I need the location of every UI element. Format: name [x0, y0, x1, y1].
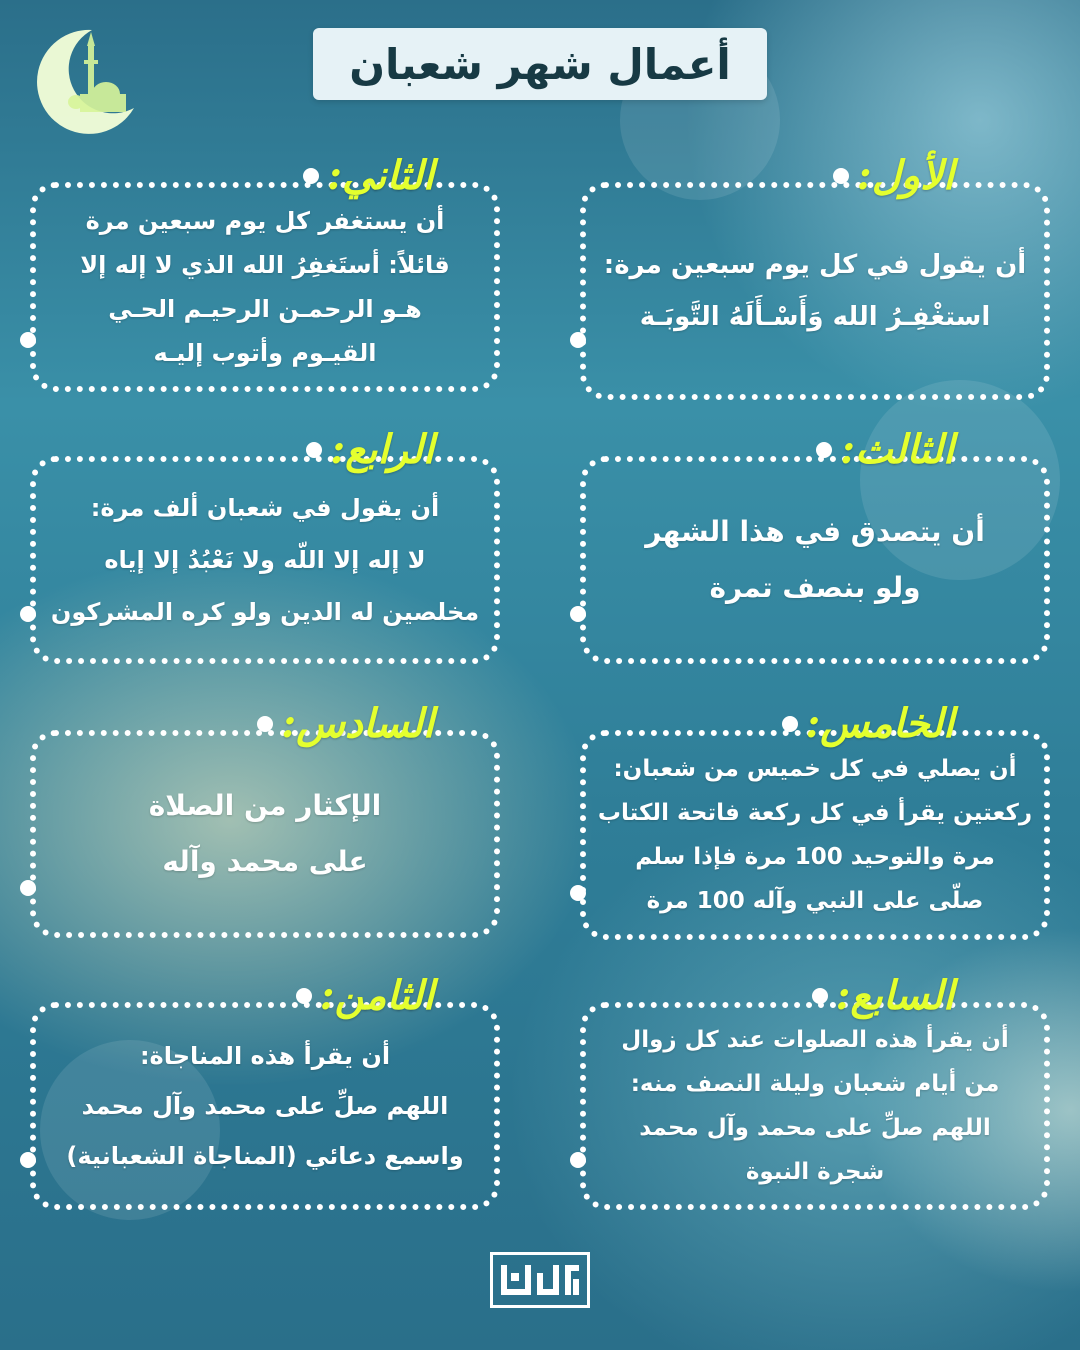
heading-label: السابع: [835, 972, 954, 1019]
card-line: استغْفِـرُ الله وَأَسْـأَلَهُ التَّوبَـة [639, 302, 991, 332]
bullet-dot [570, 885, 586, 901]
card-third [580, 426, 1050, 664]
card-line: أن يقول في شعبان ألف مرة: [90, 494, 440, 522]
heading-label: الرابع: [330, 426, 434, 473]
card-line: على محمد وآله [162, 845, 368, 878]
bullet-dot [20, 1152, 36, 1168]
page-title-box [313, 28, 767, 100]
card-line: أن يتصدق في هذا الشهر [645, 515, 985, 548]
bullet-dot [20, 606, 36, 622]
card-first [580, 152, 1050, 400]
card-body [594, 456, 1036, 664]
crescent-moon-mosque-icon [22, 22, 142, 142]
heading-label: الخامس: [805, 700, 954, 747]
card-body [594, 730, 1036, 940]
heading-label: الأول: [856, 152, 954, 199]
card-line: ولو بنصف تمرة [709, 571, 921, 604]
page-title: أعمال شهر شعبان [349, 39, 731, 89]
card-line: اللهم صلِّ على محمد وآل محمد [639, 1115, 991, 1141]
card-fourth [30, 426, 500, 664]
bullet-dot [570, 1152, 586, 1168]
card-body [44, 182, 486, 392]
card-line: شجرة النبوة [745, 1159, 885, 1185]
heading-label: الثامن: [319, 972, 434, 1019]
bullet-dot [20, 332, 36, 348]
card-line: لا إله إلا اللّه ولا نَعْبُدُ إلا إياه [104, 546, 426, 574]
card-eighth [30, 972, 500, 1210]
card-line: واسمع دعائي (المناجاة الشعبانية) [66, 1142, 464, 1170]
bullet-dot [570, 606, 586, 622]
card-body [594, 182, 1036, 400]
card-body [44, 1002, 486, 1210]
card-line: القيـوم وأتوب إليـه [153, 339, 377, 367]
card-line: الإكثار من الصلاة [148, 789, 382, 822]
heading-label: السادس: [281, 700, 434, 747]
card-line: أن يصلي في كل خميس من شعبان: [613, 756, 1017, 782]
card-sixth [30, 700, 500, 938]
card-line: قائلاً: أستَغفِرُ الله الذي لا إله إلا [80, 251, 450, 279]
heading-label: الثاني: [327, 152, 434, 199]
bullet-dot [20, 880, 36, 896]
card-line: من أيام شعبان وليلة النصف منه: [630, 1071, 1000, 1097]
card-line: مرة والتوحيد 100 مرة فإذا سلم [635, 844, 995, 870]
card-line: ركعتين يقرأ في كل ركعة فاتحة الكتاب [597, 800, 1033, 826]
card-line: اللهم صلِّ على محمد وآل محمد [81, 1092, 449, 1120]
card-body [44, 730, 486, 938]
card-seventh [580, 972, 1050, 1210]
card-line: صلّى على النبي وآله 100 مرة [646, 888, 984, 914]
logo-icon [490, 1252, 590, 1308]
heading-label: الثالث: [840, 426, 954, 473]
card-line: أن يقرأ هذه المناجاة: [139, 1042, 391, 1070]
card-line: أن يقول في كل يوم سبعين مرة: [603, 250, 1027, 280]
card-body [44, 456, 486, 664]
card-second [30, 152, 500, 392]
card-line: أن يقرأ هذه الصلوات عند كل زوال [621, 1027, 1009, 1053]
card-line: أن يستغفر كل يوم سبعين مرة [85, 207, 445, 235]
card-body [594, 1002, 1036, 1210]
card-fifth [580, 700, 1050, 940]
card-line: مخلصين له الدين ولو كره المشركون [50, 598, 480, 626]
bullet-dot [570, 332, 586, 348]
card-line: هـو الرحمـن الرحيـم الحـي [108, 295, 422, 323]
